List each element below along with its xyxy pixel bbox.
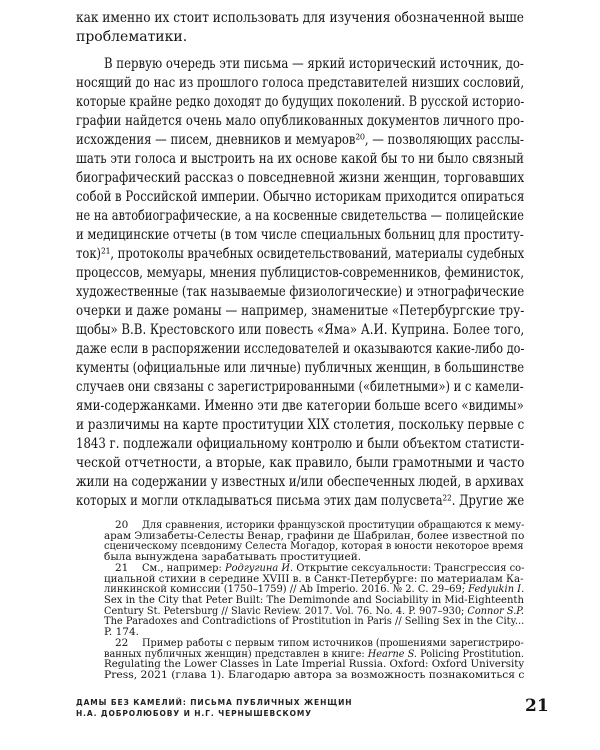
author-name: Connor S.P. (467, 604, 524, 617)
footer-book-subtitle: Н.А. ДОБРОЛЮБОВУ И Н.Г. ЧЕРНЫШЕВСКОМУ (76, 709, 312, 718)
footnote-line: арам Элизабеты-Селесты Венар, графини де Шабрилан, более известной по (104, 529, 525, 542)
footnote-line: сценическому псевдониму Селеста Могадор, которая в юности некоторое время (104, 540, 524, 553)
body-line: очерки и даже романы — например, знаменитые «Петербургские тру- (76, 303, 525, 319)
body-line: 1843 г. подлежали официальному контролю и были объектом статисти- (76, 436, 525, 452)
footnote-line: Regulating the Lower Classes in Late Imperial Russia. Oxford: Oxford University (104, 658, 525, 671)
footnote-line: P. 174. (104, 626, 139, 639)
body-line: ями-содержанками. Именно эти две категории больше всего «видимы» (76, 398, 524, 414)
footnote-line: Пример работы с первым типом источников (прошениями зарегистриро- (142, 636, 524, 649)
footnote-line: The Paradoxes and Contradictions of Prostitution in Paris // Selling Sex in the City... (104, 615, 525, 628)
body-line: процессов, мемуары, мнения публицистов-современников, феминисток, (76, 265, 525, 281)
body-line: шать эти голоса и выстроить на их основе какой бы то ни было связный (76, 151, 524, 167)
body-line: случаев они связаны с зарегистрированными («билетными») и с камели- (76, 379, 524, 395)
footnote-line: Для сравнения, историки французской проституции обращаются к мему- (142, 519, 525, 531)
body-line: даже если в распоряжении исследователей и оказываются какие-либо до- (76, 341, 525, 357)
body-line: В первую очередь эти письма — яркий исторический источник, до- (104, 56, 524, 72)
author-name: Hearne S. (367, 647, 418, 660)
footnote-number: 20 (115, 519, 129, 531)
footnote-line: Century St. Petersburg // Slavic Review. 2017. Vol. 76. No. 4. P. 907–930; Connor S.P. (104, 604, 524, 617)
body-line: проблематики. (76, 29, 188, 45)
footnote-line: Sex in the City that Peter Built: The Demimonde and Sociability in Mid-Eighteenth (104, 594, 524, 606)
body-line: ток)²¹, протоколы врачебных освидетельствований, материалы судебных (76, 246, 525, 262)
page-number: 21 (525, 696, 549, 716)
footnote-line: циальной стихии в середине XVIII в. в Санкт-Петербурге: по материалам Ка- (104, 572, 524, 585)
footnote-line: ванных публичных женщин) представлен в книге: Hearne S. Policing Prostitution. (104, 647, 525, 660)
body-line: графии найдется очень мало опубликованных документов личного про- (76, 113, 525, 129)
body-line: носящий до нас из прошлого голоса представителей низших сословий, (76, 75, 525, 91)
body-line: и медицинские отчеты (в том числе специальных больниц для проститу- (76, 227, 524, 243)
footnote-line: Press, 2021 (глава 1). Благодарю автора за возможность познакомиться с (104, 669, 525, 681)
body-line: ческой отчетности, а вторые, как правило, были грамотными и часто (76, 455, 525, 471)
body-line: которых и могли откладываться письма этих дам полусвета²². Другие же (76, 493, 525, 509)
body-line: жили на содержании у известных и/или обеспеченных людей, в архивах (76, 474, 524, 490)
body-line: не на автобиографические, а на косвенные свидетельства — полицейские (76, 208, 525, 224)
body-line: художественные (так называемые физиологические) и этнографические (76, 284, 525, 300)
footnote-line: линкинской комиссии (1750–1759) // Ab Imperio. 2016. № 2. С. 29–69; Fedyukin I. (104, 583, 525, 596)
author-name: Fedyukin I. (468, 583, 525, 596)
footer-book-title: ДАМЫ БЕЗ КАМЕЛИЙ: ПИСЬМА ПУБЛИЧНЫХ ЖЕНЩИН (76, 698, 353, 707)
footnote-number: 22 (115, 636, 129, 649)
body-line: щобы» В.В. Крестовского или повесть «Яма» А.И. Куприна. Более того, (76, 322, 525, 338)
author-name: Родгугина И. (224, 561, 294, 574)
body-line: кументы (официальные или личные) публичных женщин, в большинстве (76, 360, 525, 376)
body-line: собой в Российской империи. Обычно историкам приходится опираться (76, 189, 525, 205)
body-line: биографический рассказ о повседневной жизни женщин, торговавших (76, 170, 525, 186)
body-line: как именно их стоит использовать для изучения обозначенной выше (76, 10, 524, 26)
body-line: которые крайне редко доходят до будущих поколений. В русской историо- (76, 94, 525, 110)
footnote-line: была вынуждена зарабатывать проституцией. (104, 551, 362, 564)
footnote-line: См., например: Родгугина И. Открытие сексуальности: Трансгрессия со- (142, 561, 525, 574)
body-line: и различимы на карте проституции XIX столетия, поскольку первые с (76, 417, 525, 433)
footnote-number: 21 (115, 561, 129, 574)
body-line: исхождения — писем, дневников и мемуаров²⁰, — позволяющих расслы- (76, 132, 524, 148)
